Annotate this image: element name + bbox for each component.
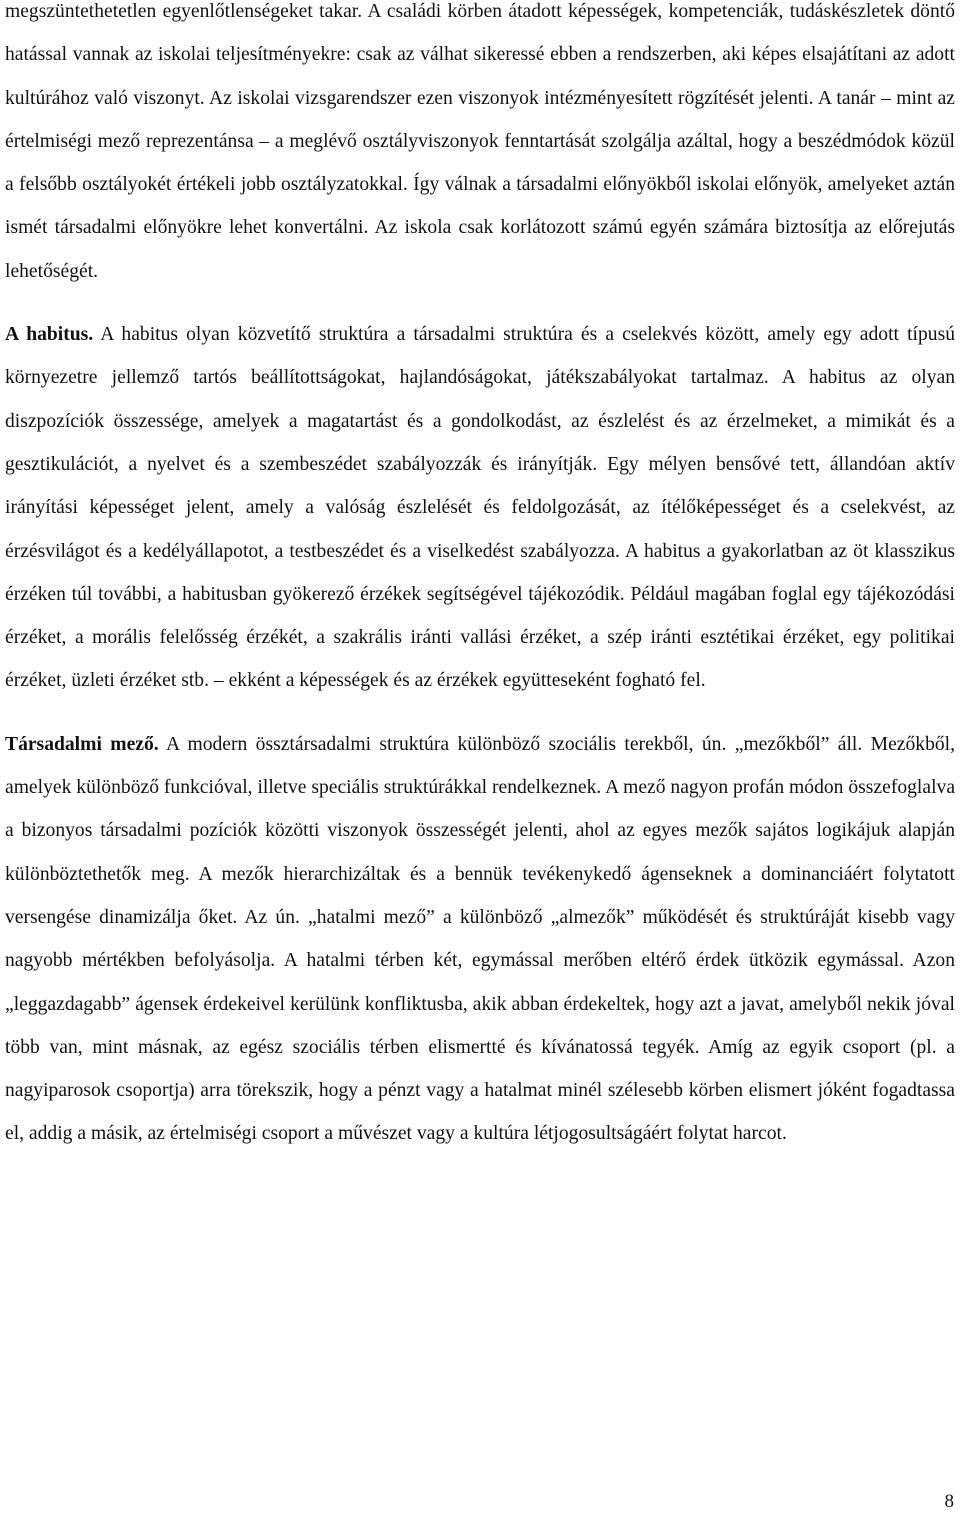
section-heading-social-field: Társadalmi mező. [5, 733, 159, 755]
paragraph-text: A habitus olyan közvetítő struktúra a társadalmi struktúra és a cselekvés között, amely egy adott típusú környezetre jellemző tartós beállítottságokat, hajlandóságokat, játékszabályokat tartalmaz. A habitus az olyan diszpozíciók összessége, amelyek a magatartást és a gondolkodást, az észlelést és az érzelmeket, a mimikát és a gesztikulációt, a nyelvet és a szembeszédet szabályozzák és irányítják. Egy mélyen bensővé tett, állandóan aktív irányítási képességet jelent, amely a valóság észlelését és feldolgozását, az ítélőképességet és a cselekvést, az érzésvilágot és a kedélyállapotot, a testbeszédet és a viselkedést szabályozza. A habitus a gyakorlatban az öt klasszikus érzéken túl további, a habitusban gyökerező érzékek segítségével tájékozódik. Például magában foglal egy tájékozódási érzéket, a morális felelősség érzékét, a szakrális iránti vallási érzéket, a szép iránti esztétikai érzéket, egy politikai érzéket, üzleti érzéket stb. – ekként a képességek és az érzékek együtteseként fogható fel. [5, 324, 955, 692]
section-heading-habitus: A habitus. [5, 324, 94, 346]
paragraph-education-inequality [5, 0, 955, 293]
page-number: 8 [944, 1491, 954, 1512]
paragraph-text: A modern össztársadalmi struktúra különböző szociális terekből, ún. „mezőkből” áll. Mezőkből, amelyek különböző funkcióval, illetve speciális struktúrákkal rendelkeznek. A mező nagyon profán módon összefoglalva a bizonyos társadalmi pozíciók közötti viszonyok összességét jelenti, ahol az egyes mezők sajátos logikájuk alapján különböztethetők meg. A mezők hierarchizáltak és a bennük tevékenykedő ágenseknek a dominanciáért folytatott versengése dinamizálja őket. Az ún. „hatalmi mező” a különböző „almezők” működését és struktúráját kisebb vagy nagyobb mértékben befolyásolja. A hatalmi térben két, egymással merőben eltérő érdek ütközik egymással. Azon „leggazdagabb” ágensek érdekeivel kerülünk konfliktusba, akik abban érdekeltek, hogy azt a javat, amelyből nekik jóval több van, mint másnak, az egész szociális térben elismertté és kívánatossá tegyék. Amíg az egyik csoport (pl. a nagyiparosok csoportja) arra törekszik, hogy a pénzt vagy a hatalmat minél szélesebb körben elismert jóként fogadtassa el, addig a másik, az értelmiségi csoport a művészet vagy a kultúra létjogosultságáért folytat harcot. [5, 733, 956, 1145]
paragraph-social-field [5, 723, 955, 1156]
paragraph-habitus [5, 313, 955, 703]
document-page [5, 0, 955, 1156]
paragraph-text: megszüntethetetlen egyenlőtlenségeket takar. A családi körben átadott képességek, kompetenciák, tudáskészletek döntő hatással vannak az iskolai teljesítményekre: csak az válhat sikeressé ebben a rendszerben, aki képes elsajátítani az adott kultúrához való viszonyt. Az iskolai vizsgarendszer ezen viszonyok intézményesített rögzítését jelenti. A tanár – mint az értelmiségi mező reprezentánsa – a meglévő osztályviszonyok fenntartását szolgálja azáltal, hogy a beszédmódok közül a felsőbb osztályokét értékeli jobb osztályzatokkal. Így válnak a társadalmi előnyökből iskolai előnyök, amelyeket aztán ismét társadalmi előnyökre lehet konvertálni. Az iskola csak korlátozott számú egyén számára biztosítja az előrejutás lehetőségét. [5, 1, 955, 282]
